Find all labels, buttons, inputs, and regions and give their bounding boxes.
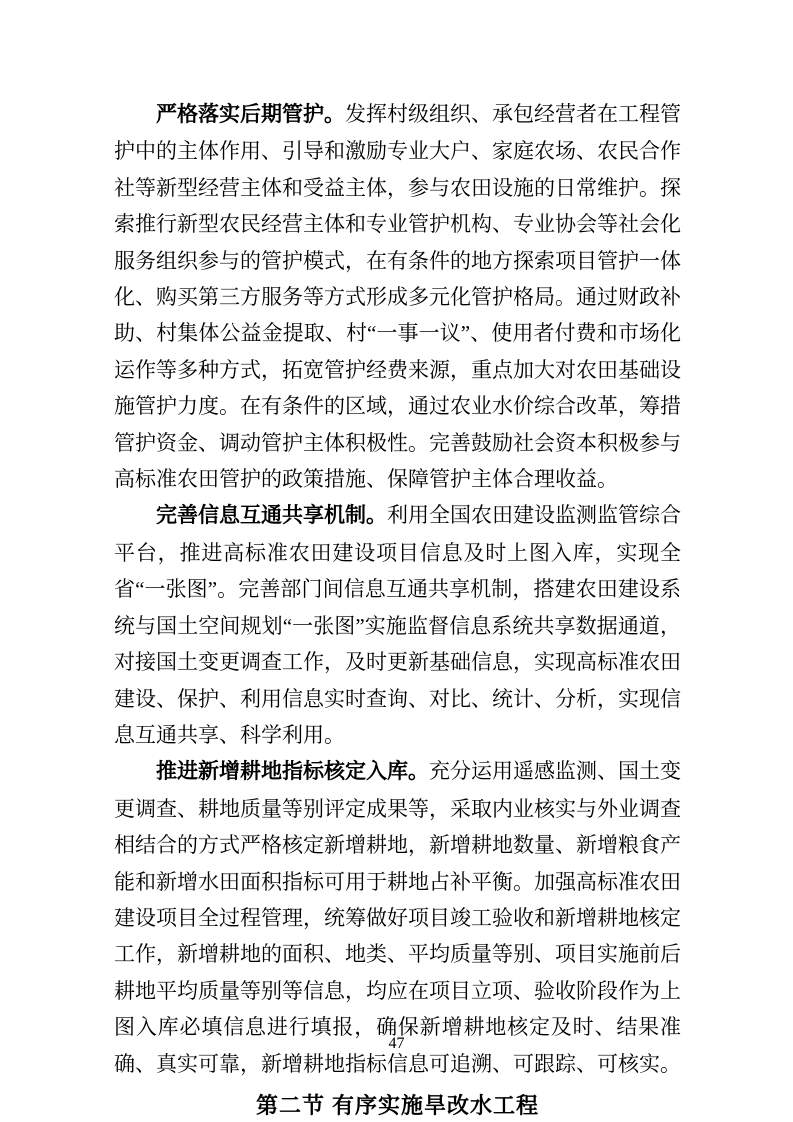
page-number: 47	[388, 1035, 405, 1052]
text-block	[114, 96, 681, 1122]
paragraph-lead: 完善信息互通共享机制。	[156, 504, 387, 528]
paragraph-lead: 严格落实后期管护。	[156, 103, 345, 126]
paragraph-lead: 推进新增耕地指标核定入库。	[156, 760, 429, 784]
paragraph-body: 利用全国农田建设监测监管综合平台，推进高标准农田建设项目信息及时上图入库，实现全省“一张图”。完善部门间信息互通共享机制，搭建农田建设系统与国土空间规划“一张图”实施监督信息系统共享数据通道，对接国土变更调查工作，及时更新基础信息，实现高标准农田建设、保护、利用信息实时查询、对比、统计、分析，实现信息互通共享、科学利用。	[114, 503, 681, 747]
paragraph-body: 充分运用遥感监测、国土变更调查、耕地质量等别评定成果等，采取内业核实与外业调查相结合的方式严格核定新增耕地，新增耕地数量、新增粮食产能和新增水田面积指标可用于耕地占补平衡。加强高标准农田建设项目全过程管理，统筹做好项目竣工验收和新增耕地核定工作，新增耕地的面积、地类、平均质量等别、项目实施前后耕地平均质量等别等信息，均应在项目立项、验收阶段作为上图入库必填信息进行填报，确保新增耕地核定及时、结果准确、真实可靠，新增耕地指标信息可追溯、可跟踪、可核实。	[114, 759, 681, 1076]
paragraph	[114, 96, 681, 497]
paragraph	[114, 497, 681, 753]
paragraph	[114, 753, 681, 1082]
section-heading: 第二节 有序实施旱改水工程	[255, 1092, 540, 1118]
paragraph-body: 发挥村级组织、承包经营者在工程管护中的主体作用、引导和激励专业大户、家庭农场、农民合作社等新型经营主体和受益主体，参与农田设施的日常维护。探索推行新型农民经营主体和专业管护机构、专业协会等社会化服务组织参与的管护模式，在有条件的地方探索项目管护一体化、购买第三方服务等方式形成多元化管护格局。通过财政补助、村集体公益金提取、村“一事一议”、使用者付费和市场化运作等多种方式，拓宽管护经费来源，重点加大对农田基础设施管护力度。在有条件的区域，通过农业水价综合改革，筹措管护资金、调动管护主体积极性。完善鼓励社会资本积极参与高标准农田管护的政策措施、保障管护主体合理收益。	[114, 102, 681, 492]
